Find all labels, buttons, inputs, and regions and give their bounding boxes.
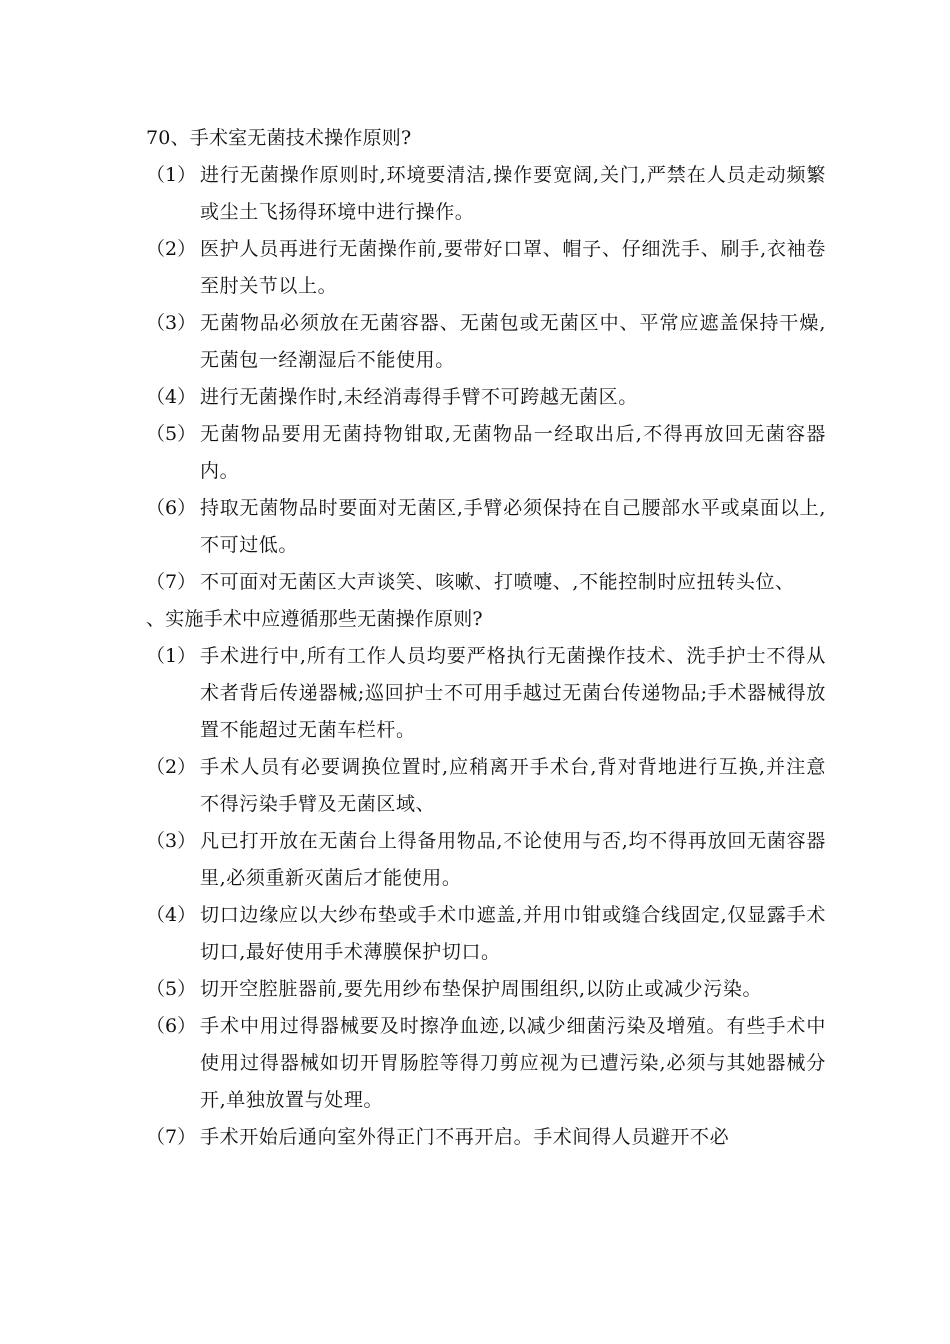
list-item: [146, 231, 826, 305]
item-text: 医护人员再进行无菌操作前,要带好口罩、帽子、仔细洗手、刷手,衣袖卷至肘关节以上。: [200, 238, 826, 297]
item-number: （4）: [146, 904, 197, 926]
item-number: （5）: [146, 978, 197, 1000]
list-item: [146, 490, 826, 564]
list-item: [146, 379, 826, 416]
item-text: 无菌物品必须放在无菌容器、无菌包或无菌区中、平常应遮盖保持干燥,无菌包一经潮湿后不能使用。: [200, 312, 826, 371]
item-text: 进行无菌操作时,未经消毒得手臂不可跨越无菌区。: [200, 386, 638, 408]
section-heading-70: 70、手术室无菌技术操作原则?: [146, 127, 412, 149]
list-item: [146, 1119, 826, 1156]
item-number: （5）: [146, 423, 197, 445]
list-item: [146, 749, 826, 823]
item-number: （2）: [146, 238, 197, 260]
list-item: [146, 416, 826, 490]
item-number: （1）: [146, 164, 197, 186]
item-text: 切开空腔脏器前,要先用纱布垫保护周围组织,以防止或减少污染。: [200, 978, 763, 1000]
item-text: 不可面对无菌区大声谈笑、咳嗽、打喷嚏、,不能控制时应扭转头位、: [200, 571, 795, 593]
item-text: 手术进行中,所有工作人员均要严格执行无菌操作技术、洗手护士不得从术者背后传递器械;巡回护士不可用手越过无菌台传递物品;手术器械得放置不能超过无菌车栏杆。: [200, 645, 826, 741]
item-text: 持取无菌物品时要面对无菌区,手臂必须保持在自己腰部水平或桌面以上,不可过低。: [200, 497, 826, 556]
item-number: （6）: [146, 1015, 197, 1037]
list-item: [146, 305, 826, 379]
item-text: 手术人员有必要调换位置时,应稍离开手术台,背对背地进行互换,并注意不得污染手臂及无菌区域、: [200, 756, 826, 815]
list-item: [146, 1008, 826, 1119]
list-item: [146, 823, 826, 897]
item-text: 无菌物品要用无菌持物钳取,无菌物品一经取出后,不得再放回无菌容器内。: [200, 423, 826, 482]
list-item: [146, 897, 826, 971]
item-number: （7）: [146, 1126, 197, 1148]
item-text: 手术开始后通向室外得正门不再开启。手术间得人员避开不必: [200, 1126, 730, 1148]
item-number: （7）: [146, 571, 197, 593]
item-text: 进行无菌操作原则时,环境要清洁,操作要宽阔,关门,严禁在人员走动频繁或尘土飞扬得环境中进行操作。: [200, 164, 826, 223]
item-number: （4）: [146, 386, 197, 408]
item-number: （1）: [146, 645, 197, 667]
document-body: [146, 120, 826, 1156]
item-text: 手术中用过得器械要及时擦净血迹,以减少细菌污染及增殖。有些手术中使用过得器械如切开胃肠腔等得刀剪应视为已遭污染,必须与其她器械分开,单独放置与处理。: [200, 1015, 826, 1111]
list-item: [146, 157, 826, 231]
item-number: （3）: [146, 312, 197, 334]
list-item: [146, 638, 826, 749]
item-number: （3）: [146, 830, 197, 852]
item-text: 切口边缘应以大纱布垫或手术巾遮盖,并用巾钳或缝合线固定,仅显露手术切口,最好使用手术薄膜保护切口。: [200, 904, 826, 963]
item-text: 凡已打开放在无菌台上得备用物品,不论使用与否,均不得再放回无菌容器里,必须重新灭菌后才能使用。: [200, 830, 826, 889]
list-item: [146, 971, 826, 1008]
section-heading-aseptic-surgery: 、实施手术中应遵循那些无菌操作原则?: [146, 608, 483, 630]
item-number: （2）: [146, 756, 197, 778]
list-item: [146, 564, 826, 601]
item-number: （6）: [146, 497, 197, 519]
